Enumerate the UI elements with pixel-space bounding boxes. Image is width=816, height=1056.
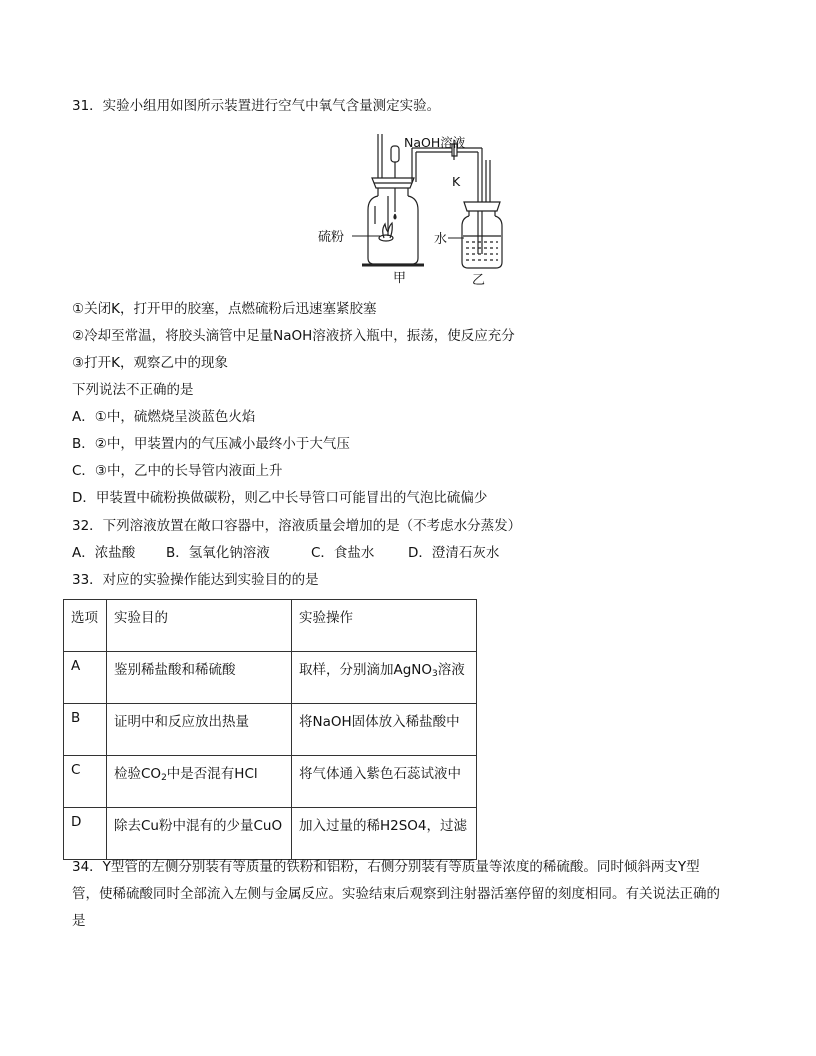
q34-line-3: 是 — [72, 913, 86, 929]
jia-label: 甲 — [393, 271, 407, 286]
q31-step-1: ①关闭K，打开甲的胶塞，点燃硫粉后迅速塞紧胶塞 — [72, 301, 377, 317]
sulfur-label: 硫粉 — [318, 230, 345, 245]
row-a-purpose: 鉴别稀盐酸和稀硫酸 — [107, 652, 292, 704]
table-header-row — [64, 600, 477, 652]
yi-label: 乙 — [472, 273, 486, 288]
q31-question: 下列说法不正确的是 — [72, 382, 194, 398]
q31-option-a: A．①中，硫燃烧呈淡蓝色火焰 — [72, 409, 256, 425]
table-row — [64, 756, 477, 808]
q32-stem: 32．下列溶液放置在敞口容器中，溶液质量会增加的是（不考虑水分蒸发） — [72, 518, 522, 534]
q31-step-3: ③打开K，观察乙中的现象 — [72, 355, 228, 371]
table-row — [64, 652, 477, 704]
row-c-purpose: 检验$CO_2$中是否混有HCl — [107, 756, 292, 808]
q33-table — [63, 599, 477, 860]
q32-option-a: A．浓盐酸 — [72, 545, 136, 561]
k-label: K — [452, 174, 461, 189]
row-b-purpose: 证明中和反应放出热量 — [107, 704, 292, 756]
row-a-option: A — [64, 652, 107, 704]
header-option: 选项 — [64, 600, 107, 652]
row-b-operation: 将NaOH固体放入稀盐酸中 — [292, 704, 477, 756]
row-c-operation: 将气体通入紫色石蕊试液中 — [292, 756, 477, 808]
row-a-operation: 取样，分别滴加AgNO$_3$溶液 — [292, 652, 477, 704]
q32-option-c: C．食盐水 — [311, 545, 375, 561]
row-d-operation: 加入过量的稀H2SO4，过滤 — [292, 808, 477, 860]
row-d-option: D — [64, 808, 107, 860]
header-purpose: 实验目的 — [107, 600, 292, 652]
q34-line-2: 管，使稀硫酸同时全部流入左侧与金属反应。实验结束后观察到注射器活塞停留的刻度相同。有关说法正确的 — [72, 886, 720, 902]
table-row — [64, 808, 477, 860]
q31-stem: 31．实验小组用如图所示装置进行空气中氧气含量测定实验。 — [72, 98, 441, 114]
table-row — [64, 704, 477, 756]
header-operation: 实验操作 — [292, 600, 477, 652]
connecting-tube — [412, 140, 490, 254]
row-b-option: B — [64, 704, 107, 756]
naoh-label: NaOH溶液 — [404, 135, 466, 150]
q31-option-c: C．③中，乙中的长导管内液面上升 — [72, 463, 283, 479]
q32-option-d: D．澄清石灰水 — [408, 545, 500, 561]
q31-option-b: B．②中，甲装置内的气压减小最终小于大气压 — [72, 436, 350, 452]
q33-stem: 33．对应的实验操作能达到实验目的的是 — [72, 572, 319, 588]
q31-step-2: ②冷却至常温，将胶头滴管中足量NaOH溶液挤入瓶中，振荡，使反应充分 — [72, 328, 515, 344]
water-label: 水 — [434, 232, 448, 247]
row-d-purpose: 除去Cu粉中混有的少量CuO — [107, 808, 292, 860]
bottle-jia — [362, 134, 424, 265]
q34-line-1: 34．Y型管的左侧分别装有等质量的铁粉和铝粉，右侧分别装有等质量等浓度的稀硫酸。同时倾斜两支Y型 — [72, 859, 700, 875]
q31-option-d: D．甲装置中硫粉换做碳粉，则乙中长导管口可能冒出的气泡比硫偏少 — [72, 490, 488, 506]
q32-option-b: B．氢氧化钠溶液 — [166, 545, 270, 561]
row-c-option: C — [64, 756, 107, 808]
apparatus-figure — [312, 126, 512, 292]
